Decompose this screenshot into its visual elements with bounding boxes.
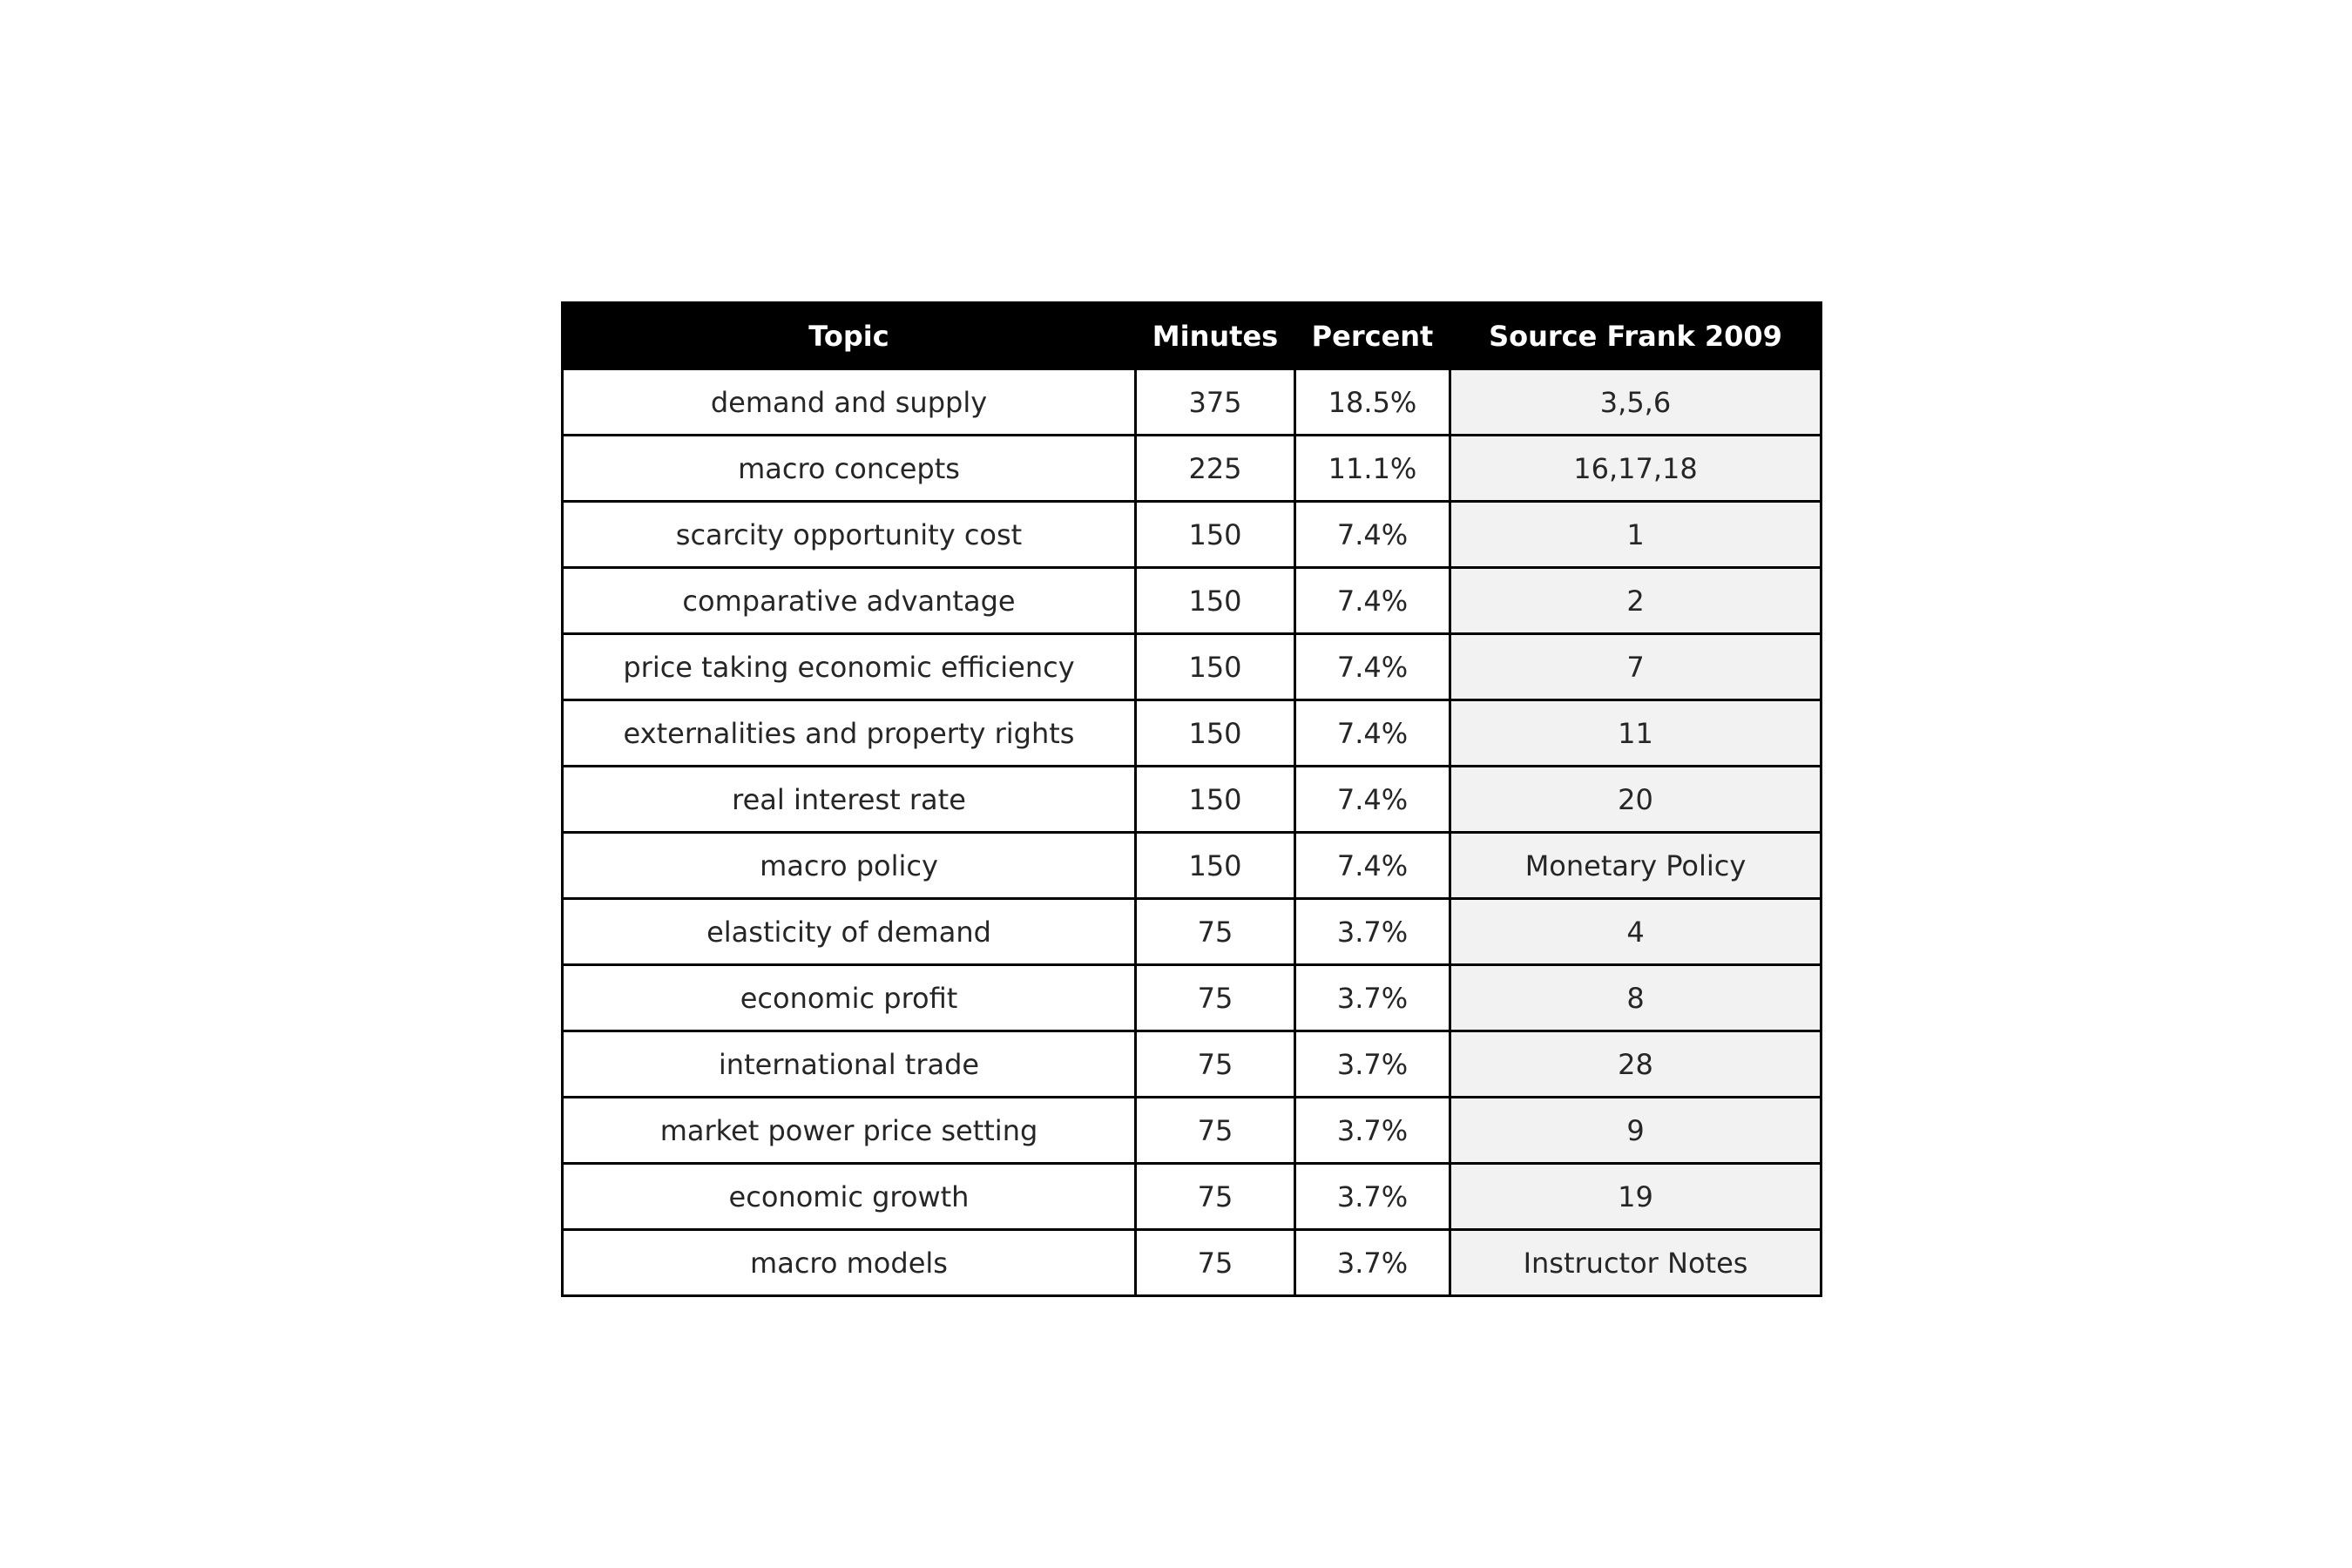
cell-topic: economic profit — [563, 965, 1136, 1031]
cell-minutes: 150 — [1136, 767, 1295, 833]
header-source: Source Frank 2009 — [1450, 303, 1821, 369]
cell-topic: demand and supply — [563, 369, 1136, 436]
cell-percent: 11.1% — [1295, 436, 1450, 502]
table-row — [563, 899, 1821, 965]
cell-source: 9 — [1450, 1098, 1821, 1164]
cell-topic: elasticity of demand — [563, 899, 1136, 965]
table-row — [563, 1031, 1821, 1098]
table-row — [563, 1098, 1821, 1164]
cell-topic: externalities and property rights — [563, 700, 1136, 767]
cell-source: 7 — [1450, 634, 1821, 700]
cell-topic: market power price setting — [563, 1098, 1136, 1164]
table-body — [563, 369, 1821, 1296]
header-percent: Percent — [1295, 303, 1450, 369]
topic-table-container — [561, 301, 1820, 1297]
table-row — [563, 965, 1821, 1031]
cell-percent: 3.7% — [1295, 1098, 1450, 1164]
table-header — [563, 303, 1821, 369]
cell-minutes: 150 — [1136, 833, 1295, 899]
cell-minutes: 150 — [1136, 700, 1295, 767]
header-minutes: Minutes — [1136, 303, 1295, 369]
table-row — [563, 436, 1821, 502]
cell-percent: 3.7% — [1295, 965, 1450, 1031]
cell-source: 1 — [1450, 502, 1821, 568]
table-row — [563, 700, 1821, 767]
cell-minutes: 225 — [1136, 436, 1295, 502]
cell-source: 16,17,18 — [1450, 436, 1821, 502]
header-topic: Topic — [563, 303, 1136, 369]
cell-percent: 3.7% — [1295, 1230, 1450, 1296]
cell-source: 11 — [1450, 700, 1821, 767]
cell-source: 4 — [1450, 899, 1821, 965]
table-row — [563, 369, 1821, 436]
cell-percent: 7.4% — [1295, 502, 1450, 568]
cell-minutes: 75 — [1136, 1230, 1295, 1296]
cell-source: Monetary Policy — [1450, 833, 1821, 899]
cell-minutes: 150 — [1136, 502, 1295, 568]
cell-source: 2 — [1450, 568, 1821, 634]
cell-percent: 7.4% — [1295, 833, 1450, 899]
cell-minutes: 75 — [1136, 899, 1295, 965]
cell-minutes: 150 — [1136, 568, 1295, 634]
cell-source: 19 — [1450, 1164, 1821, 1230]
cell-source: 28 — [1450, 1031, 1821, 1098]
cell-minutes: 75 — [1136, 1164, 1295, 1230]
cell-source: 3,5,6 — [1450, 369, 1821, 436]
table-row — [563, 634, 1821, 700]
cell-source: 20 — [1450, 767, 1821, 833]
cell-percent: 3.7% — [1295, 899, 1450, 965]
topic-minutes-table — [561, 301, 1822, 1297]
cell-topic: macro concepts — [563, 436, 1136, 502]
cell-topic: scarcity opportunity cost — [563, 502, 1136, 568]
table-row — [563, 1164, 1821, 1230]
cell-percent: 3.7% — [1295, 1031, 1450, 1098]
cell-percent: 18.5% — [1295, 369, 1450, 436]
table-row — [563, 568, 1821, 634]
cell-percent: 7.4% — [1295, 700, 1450, 767]
cell-topic: macro models — [563, 1230, 1136, 1296]
cell-percent: 7.4% — [1295, 634, 1450, 700]
cell-topic: real interest rate — [563, 767, 1136, 833]
cell-minutes: 75 — [1136, 1098, 1295, 1164]
cell-source: 8 — [1450, 965, 1821, 1031]
cell-percent: 7.4% — [1295, 767, 1450, 833]
cell-topic: international trade — [563, 1031, 1136, 1098]
cell-minutes: 75 — [1136, 965, 1295, 1031]
cell-topic: economic growth — [563, 1164, 1136, 1230]
cell-percent: 3.7% — [1295, 1164, 1450, 1230]
table-row — [563, 833, 1821, 899]
cell-topic: comparative advantage — [563, 568, 1136, 634]
cell-topic: macro policy — [563, 833, 1136, 899]
cell-minutes: 75 — [1136, 1031, 1295, 1098]
cell-minutes: 150 — [1136, 634, 1295, 700]
table-row — [563, 1230, 1821, 1296]
table-row — [563, 502, 1821, 568]
header-row — [563, 303, 1821, 369]
cell-topic: price taking economic efficiency — [563, 634, 1136, 700]
cell-percent: 7.4% — [1295, 568, 1450, 634]
cell-minutes: 375 — [1136, 369, 1295, 436]
table-row — [563, 767, 1821, 833]
cell-source: Instructor Notes — [1450, 1230, 1821, 1296]
